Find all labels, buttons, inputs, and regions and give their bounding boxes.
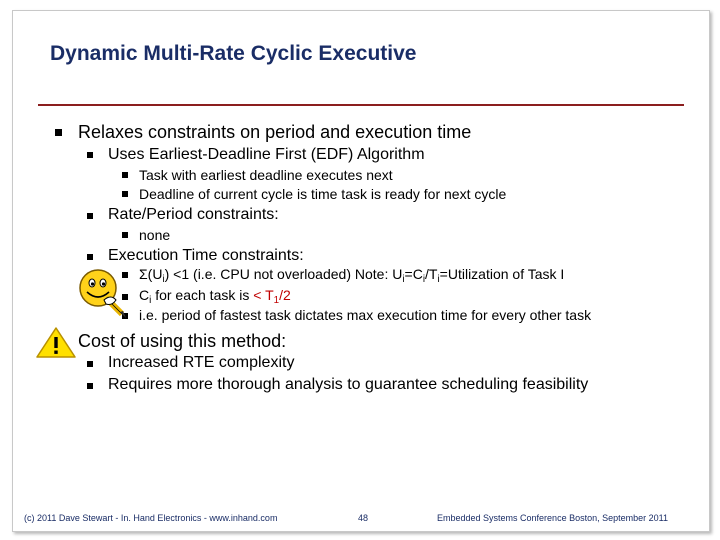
bullet-marker	[87, 254, 93, 260]
bullet-deadline-cycle: Deadline of current cycle is time task is ready for next cycle	[139, 186, 507, 202]
bullet-marker	[55, 129, 62, 136]
title-divider	[38, 104, 684, 106]
bullet-rte-complexity: Increased RTE complexity	[108, 354, 295, 371]
bullet-relaxes-constraints: Relaxes constraints on period and execution time	[78, 122, 472, 142]
warning-icon	[34, 326, 78, 360]
slide-title: Dynamic Multi-Rate Cyclic Executive	[50, 42, 417, 65]
bullet-utilization: $\Sigma(U_i) <1$ (i.e. CPU not overloaded) Note: $U_i=C_i/T_i=Utilization$ of Task I	[139, 266, 565, 285]
bullet-analysis: Requires more thorough analysis to guarantee scheduling feasibility	[108, 376, 589, 393]
footer-copyright: (c) 2011 Dave Stewart - In. Hand Electronics - www.inhand.com	[24, 513, 278, 523]
bullet-marker	[122, 232, 128, 238]
bullet-marker	[87, 213, 93, 219]
bullet-cost: Cost of using this method:	[78, 331, 287, 351]
bullet-none: none	[139, 227, 171, 243]
bullet-fastest-task: i.e. period of fastest task dictates max execution time for every other task	[139, 307, 592, 323]
footer-conference: Embedded Systems Conference Boston, September 2011	[437, 513, 668, 523]
bullet-marker	[87, 361, 93, 367]
bullet-ci-constraint: $C_i$ for each task is < $T_1/2$	[139, 287, 291, 306]
bullet-edf: Uses Earliest-Deadline First (EDF) Algorithm	[108, 146, 425, 163]
bullet-marker	[87, 152, 93, 158]
bullet-rate-period: Rate/Period constraints:	[108, 206, 279, 223]
bullet-marker	[122, 191, 128, 197]
bullet-marker	[87, 383, 93, 389]
bullet-earliest-deadline: Task with earliest deadline executes next	[139, 167, 393, 183]
footer-page-number: 48	[358, 513, 369, 523]
smiley-pencil-icon	[76, 264, 128, 320]
bullet-marker	[122, 172, 128, 178]
bullet-execution-time: Execution Time constraints:	[108, 247, 304, 264]
